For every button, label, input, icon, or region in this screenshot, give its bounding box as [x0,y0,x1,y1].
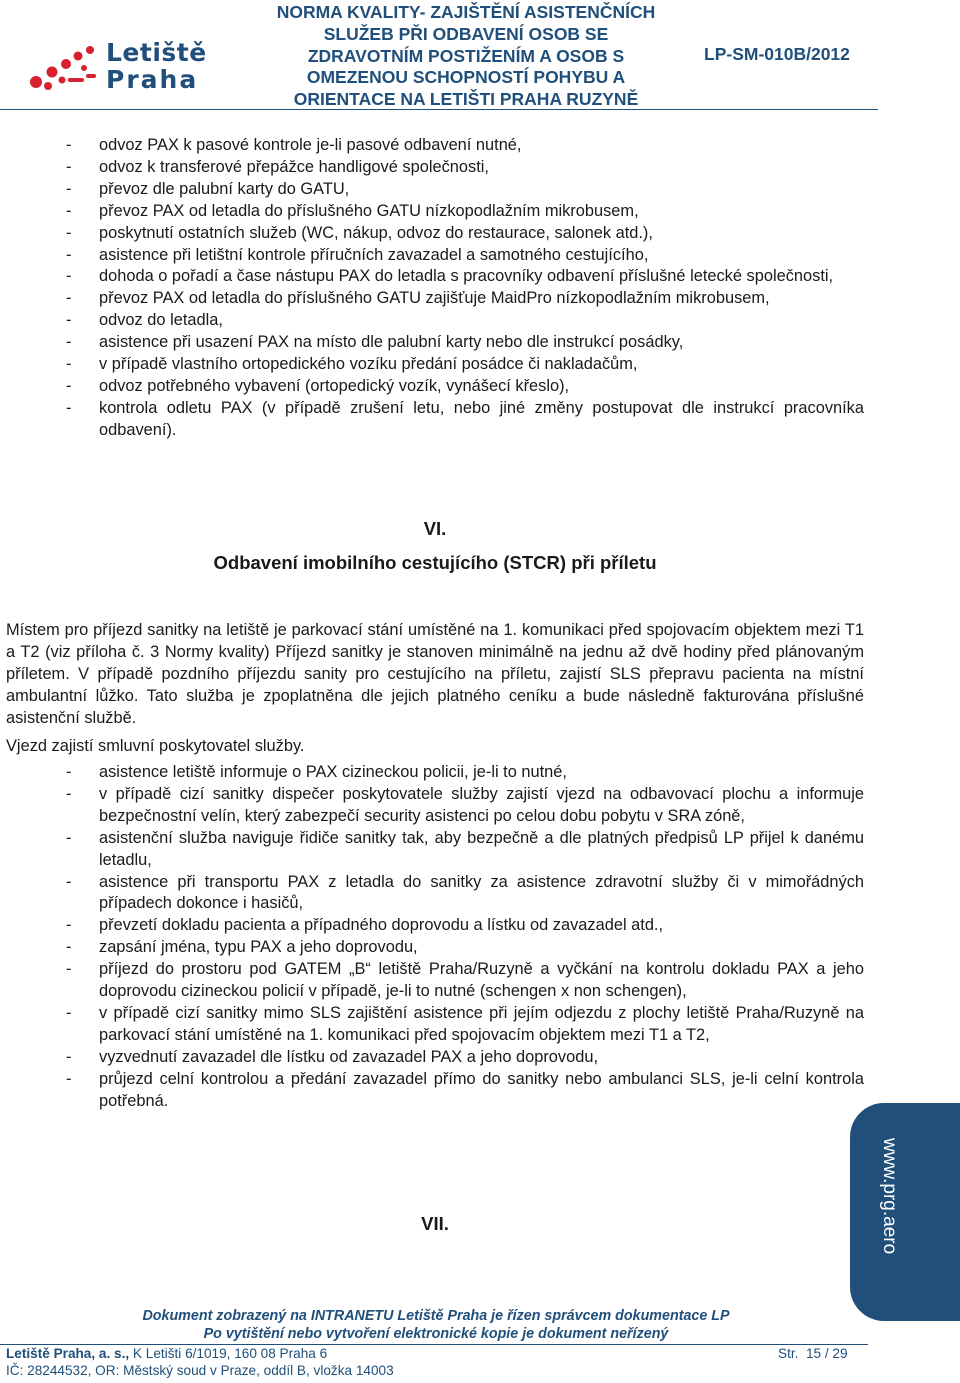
list-item-text: příjezd do prostoru pod GATEM „B“ letiště Praha/Ruzyně a vyčkání na kontrolu dokladu PAX a jeho doprovodu cizineckou policií v případě, je-li to nutné (schengen x non schengen), [99,960,864,1001]
list-item [66,915,864,937]
arrival-assistance-list [66,762,864,1113]
list-item-text: odvoz PAX k pasové kontrole je-li pasové odbavení nutné, [99,136,522,154]
list-item [66,135,864,157]
document-title-line: NORMA KVALITY- ZAJIŠTĚNÍ ASISTENČNÍCH [276,2,656,22]
footer-company-name: Letiště Praha, a. s., [6,1346,130,1361]
list-item-text: vyzvednutí zavazadel dle lístku od zavazadel PAX a jeho doprovodu, [99,1047,599,1066]
list-item-text: převzetí dokladu pacienta a případného doprovodu a lístku od zavazadel atd., [99,916,664,935]
list-item [66,354,864,376]
list-item [66,201,864,223]
list-item-text: odvoz potřebného vybavení (ortopedický vozík, vynášecí křeslo), [99,376,570,395]
page-number-value: 15 / 29 [805,1346,848,1361]
list-bullet: - [66,223,72,242]
document-code: LP-SM-010B/2012 [704,44,850,64]
list-item [66,223,864,245]
list-item-text: kontrola odletu PAX (v případě zrušení letu, nebo jiné změny postupovat dle instrukcí pracovníka odbavení). [99,398,864,439]
list-item [66,310,864,332]
list-item [66,179,864,201]
list-item-text: odvoz k transferové přepážce handligové společnosti, [99,157,489,176]
list-item [66,762,864,784]
list-item-text: průjezd celní kontrolou a předání zavazadel přímo do sanitky nebo ambulanci SLS, je-li celní kontrola potřebná. [99,1069,864,1110]
page-number [778,1346,848,1361]
list-bullet: - [66,289,72,308]
list-item [66,1003,864,1047]
logo-text-praha: Praha [106,65,199,94]
letiste-praha-logo [22,40,222,94]
list-bullet: - [66,1047,72,1066]
document-title-line: OMEZENOU SCHOPNOSTÍ POHYBU A [306,67,626,88]
section-number: VI. [423,518,447,539]
list-bullet: - [66,245,72,264]
footer-notice: Dokument zobrazený na INTRANETU Letiště Praha je řízen správcem dokumentace LP [142,1308,730,1324]
footer-notice: Po vytištění nebo vytvoření elektronické kopie je dokument neřízený [203,1326,669,1342]
logo-mark-icon [22,44,100,92]
website-link[interactable]: www.prg.aero [879,1138,900,1255]
entry-paragraph: Vjezd zajistí smluvní poskytovatel služby. [6,737,305,755]
list-item-text: v případě cizí sanitky dispečer poskytovatele služby zajistí vjezd na odbavovací plochu a informuje bezpečnostní velín, který zabezpečí security asistenci po celou dobu pobytu v SRA zóně, [99,784,864,825]
list-item [66,376,864,398]
list-bullet: - [66,136,72,154]
list-item-text: asistence při transportu PAX z letadla do sanitky za asistence zdravotní služby či v mimořádných případech dokonce i hasičů, [99,872,864,913]
list-item-text: převoz PAX od letadla do příslušného GATU nízkopodlažním mikrobusem, [99,201,639,220]
list-bullet: - [66,355,72,374]
list-bullet: - [66,1069,72,1088]
logo-text-letiste: Letiště [106,38,207,67]
list-item [66,959,864,1003]
list-item [66,332,864,354]
list-item [66,1047,864,1069]
list-item [66,266,864,288]
footer-company-address [6,1346,327,1361]
list-item-text: asistenční služba naviguje řidiče sanitky tak, aby bezpečně a dle platných předpisů LP přijel k danému letadlu, [99,828,864,869]
list-bullet: - [66,179,72,198]
header-divider [0,109,878,110]
list-item [66,937,864,959]
list-item [66,828,864,872]
list-item [66,157,864,179]
list-item-text: zapsání jména, typu PAX a jeho doprovodu, [99,938,418,957]
page-header [0,0,960,112]
list-bullet: - [66,960,72,979]
list-item [66,398,864,442]
list-item-text: v případě vlastního ortopedického vozíku předání posádce či nakladačům, [99,355,638,374]
list-item [66,288,864,310]
list-item-text: poskytnutí ostatních služeb (WC, nákup, odvoz do restaurace, salonek atd.), [99,223,653,242]
list-item-text: asistence při letištní kontrole příručních zavazadel a samotného cestujícího, [99,245,649,264]
section-title: Odbavení imobilního cestujícího (STCR) při příletu [213,552,657,573]
list-item-text: dohoda o pořadí a čase nástupu PAX do letadla s pracovníky odbavení příslušné letecké společnosti, [99,267,834,286]
list-item-text: převoz PAX od letadla do příslušného GATU zajišťuje MaidPro nízkopodlažním mikrobusem, [99,289,770,308]
footer-divider [0,1344,868,1345]
list-item [66,1069,864,1113]
list-bullet: - [66,311,72,330]
website-side-tab[interactable] [850,1103,960,1321]
website-side-tab-label[interactable] [876,1138,898,1288]
list-bullet: - [66,398,72,417]
footer-address: K Letišti 6/1019, 160 08 Praha 6 [129,1346,328,1361]
list-bullet: - [66,763,72,781]
document-title-line: ZDRAVOTNÍM POSTIŽENÍM A OSOB S [307,45,625,66]
ambulance-arrival-paragraph: Místem pro příjezd sanitky na letiště je parkovací stání umístěné na 1. komunikaci před spojovacím objektem mezi T1 a T2 (viz příloha č. 3 Normy kvality) Příjezd sanitky je stanoven minimálně na jednu až dvě hodiny před plánovaným příletem. V případě pozdního příjezdu sanity pro cestujícího na příletu, zajistí SLS přepravu pacienta na místní ambulantní lůžko. Tato služba je zpoplatněna dle jejich platného ceníku a bude následně fakturována příslušné asistenční službě. [6,621,864,727]
list-item-text: odvoz do letadla, [99,311,223,330]
departure-assistance-list [66,135,864,442]
list-item-text: asistence při usazení PAX na místo dle palubní karty nebo dle instrukcí posádky, [99,333,684,352]
list-bullet: - [66,872,72,891]
document-title-line: SLUŽEB PŘI ODBAVENÍ OSOB SE [323,23,609,44]
list-item [66,245,864,267]
list-item-text: v případě cizí sanitky mimo SLS zajištění asistence při jejím odjezdu z plochy letiště Praha/Ruzyně na parkovací stání umístěné na 1. komunikaci před spojovacím objektem mezi T1 a T2, [99,1003,864,1044]
list-bullet: - [66,938,72,957]
footer-registration: IČ: 28244532, OR: Městský soud v Praze, oddíl B, vložka 14003 [6,1363,394,1378]
document-title [250,2,682,111]
list-bullet: - [66,784,72,803]
section-number: VII. [421,1213,449,1234]
list-bullet: - [66,201,72,220]
list-bullet: - [66,376,72,395]
list-item-text: převoz dle palubní karty do GATU, [99,179,350,198]
document-title-line: ORIENTACE NA LETIŠTI PRAHA RUZYNĚ [293,89,639,110]
list-bullet: - [66,333,72,352]
page-number-label: Str. [778,1346,799,1361]
list-bullet: - [66,157,72,176]
list-bullet: - [66,916,72,935]
list-item [66,784,864,828]
list-item-text: asistence letiště informuje o PAX cizineckou policii, je-li to nutné, [99,763,567,781]
list-item [66,872,864,916]
list-bullet: - [66,828,72,847]
list-bullet: - [66,267,72,286]
list-bullet: - [66,1003,72,1022]
